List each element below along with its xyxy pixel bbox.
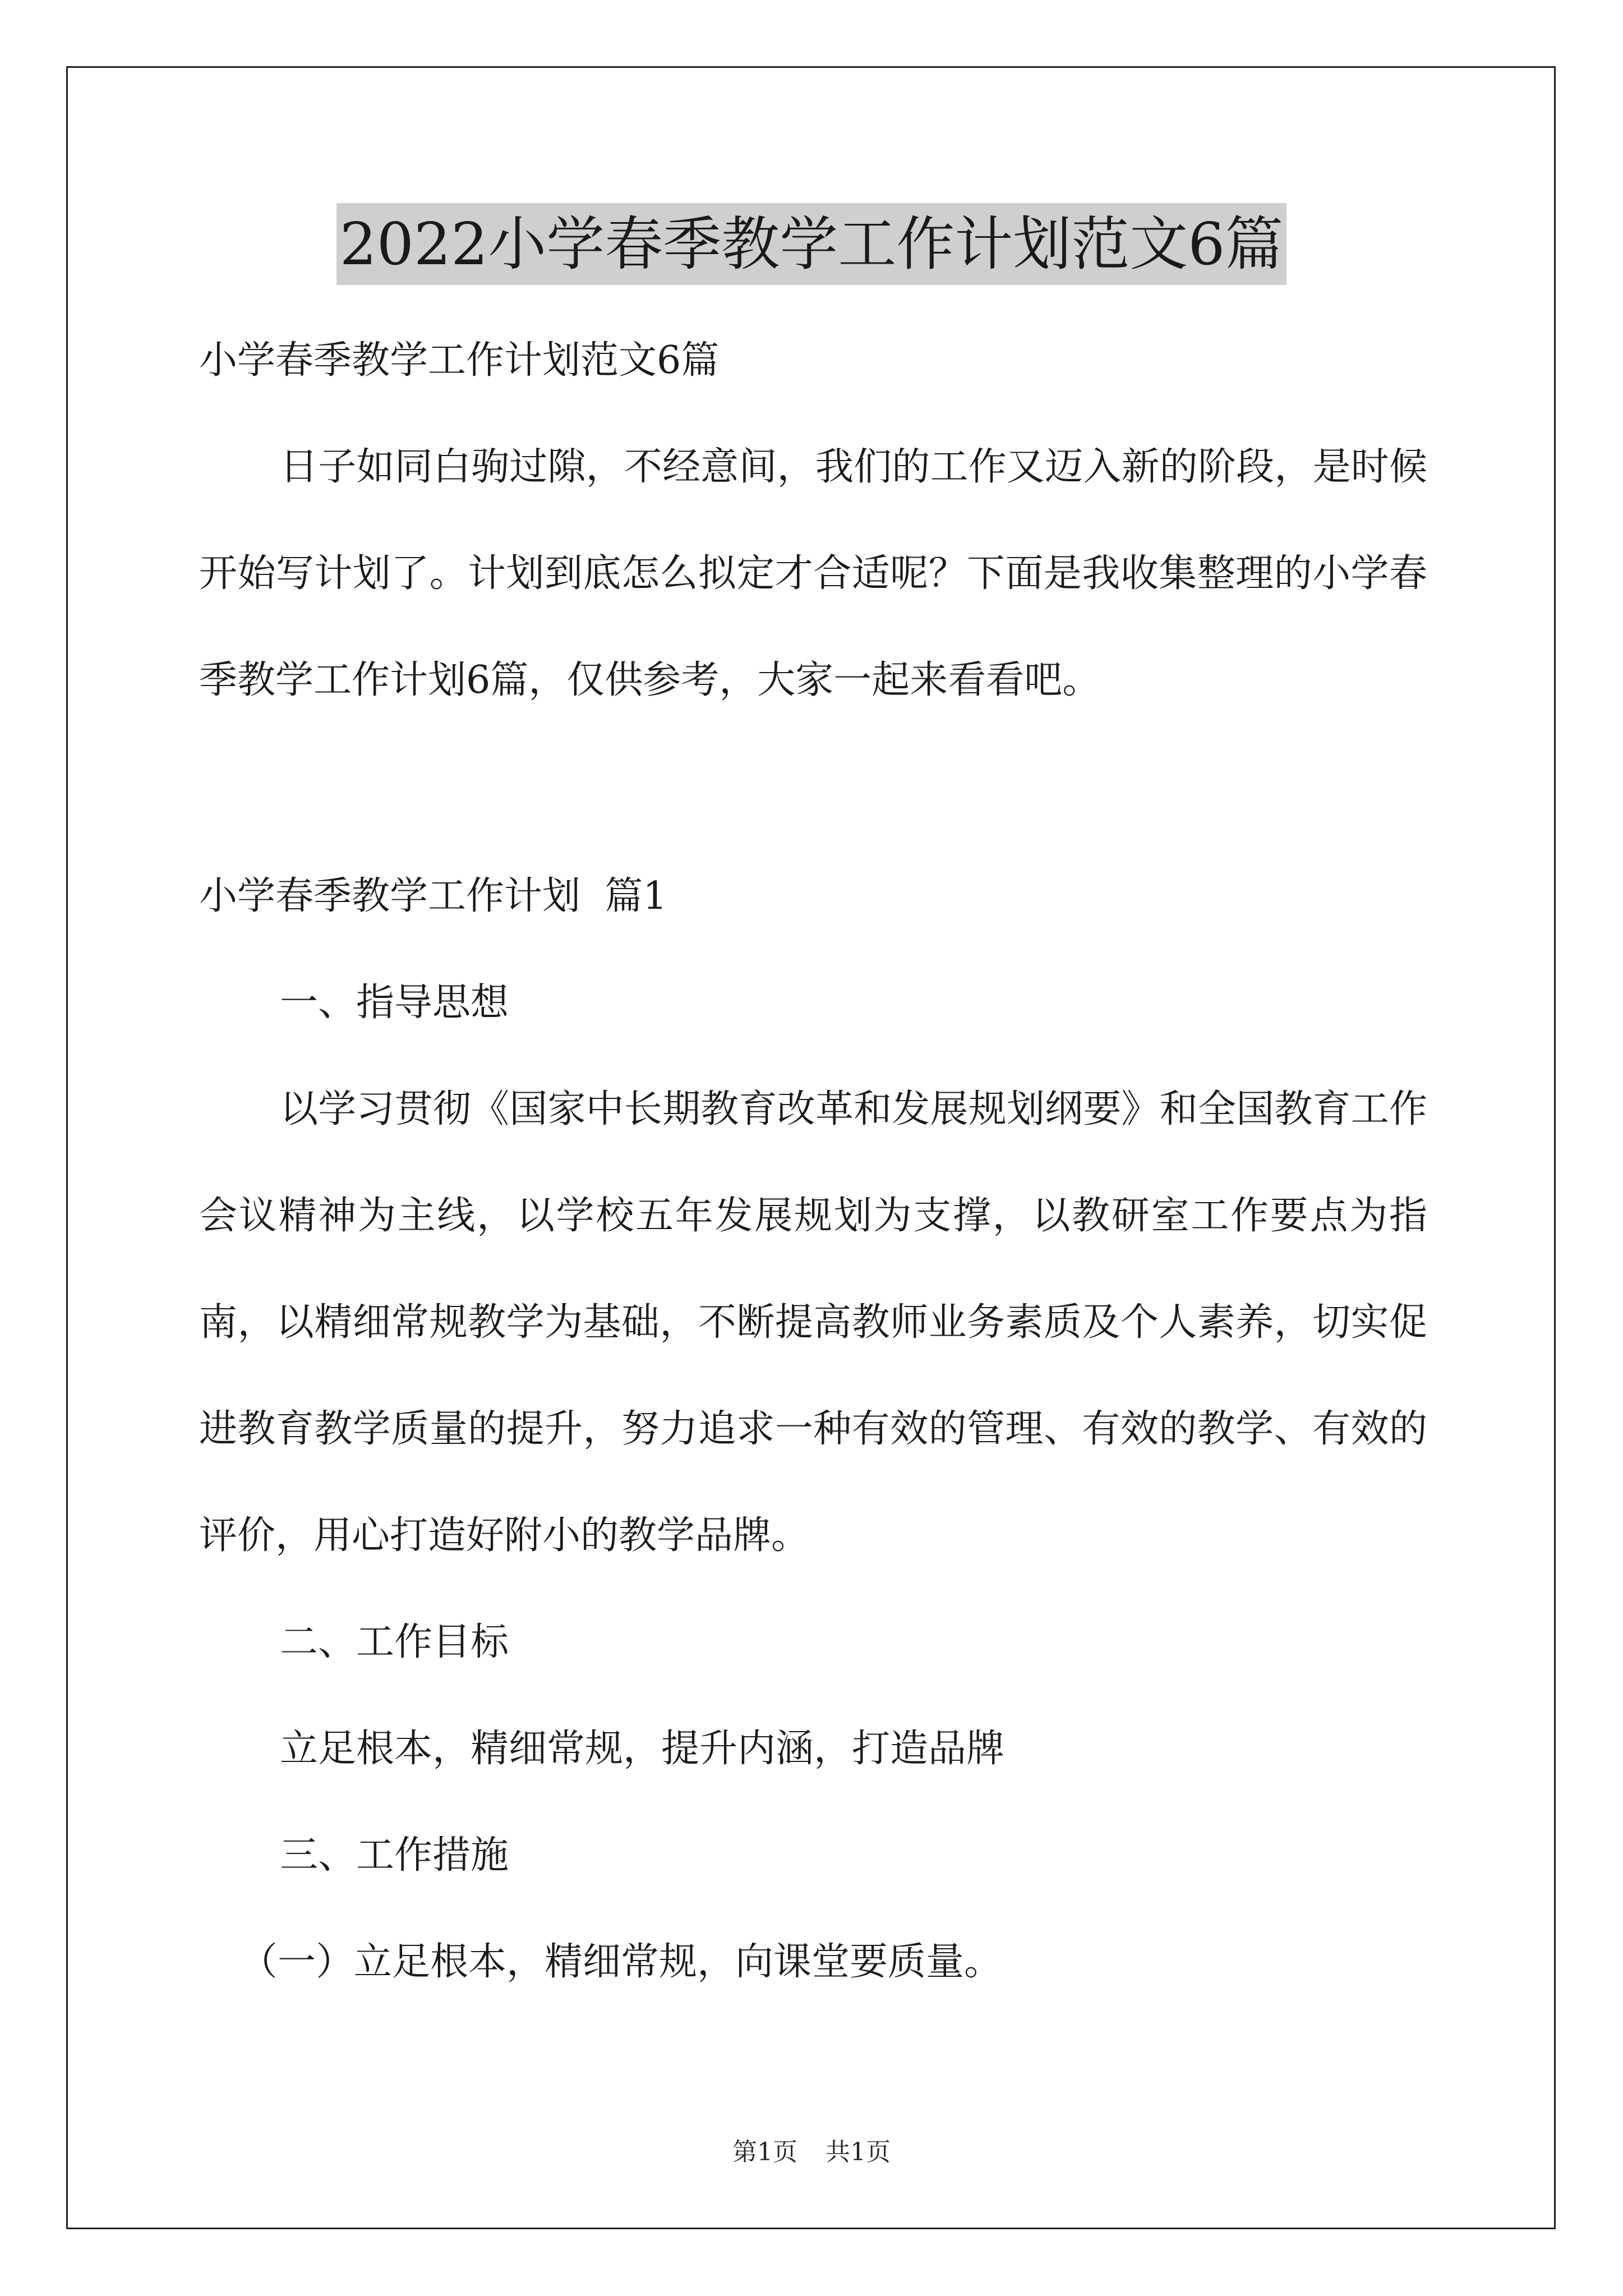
page-number: 第1页 (732, 2138, 797, 2166)
document-body (199, 307, 1427, 2016)
subtitle: 小学春季教学工作计划范文6篇 (199, 338, 720, 383)
title-container (0, 203, 1623, 285)
heading-work-measures: 三、工作措施 (280, 1833, 509, 1878)
paragraph-work-goals: 立足根本，精细常规，提升内涵，打造品牌 (280, 1727, 1005, 1771)
section-heading: 小学春季教学工作计划 篇1 (199, 874, 667, 918)
heading-work-goals: 二、工作目标 (280, 1620, 509, 1664)
heading-guiding-ideology: 一、指导思想 (280, 981, 509, 1025)
page-footer (0, 2132, 1623, 2168)
sub-heading-measure-1: （一）立足根本，精细常规，向课堂要质量。 (239, 1940, 1003, 1984)
spacer (199, 734, 1427, 843)
intro-paragraph: 日子如同白驹过隙，不经意间，我们的工作又迈入新的阶段，是时候开始写计划了。计划到底怎么拟定才合适呢？下面是我收集整理的小学春季教学工作计划6篇，仅供参考，大家一起来看看吧。 (199, 445, 1427, 702)
page-total: 共1页 (826, 2138, 891, 2166)
paragraph-guiding-ideology: 以学习贯彻《国家中长期教育改革和发展规划纲要》和全国教育工作会议精神为主线，以学校五年发展规划为支撑，以教研室工作要点为指南，以精细常规教学为基础，不断提高教师业务素质及个人素养，切实促进教育教学质量的提升，努力追求一种有效的管理、有效的教学、有效的评价，用心打造好附小的教学品牌。 (199, 1087, 1427, 1558)
document-title: 2022小学春季教学工作计划范文6篇 (336, 203, 1287, 285)
